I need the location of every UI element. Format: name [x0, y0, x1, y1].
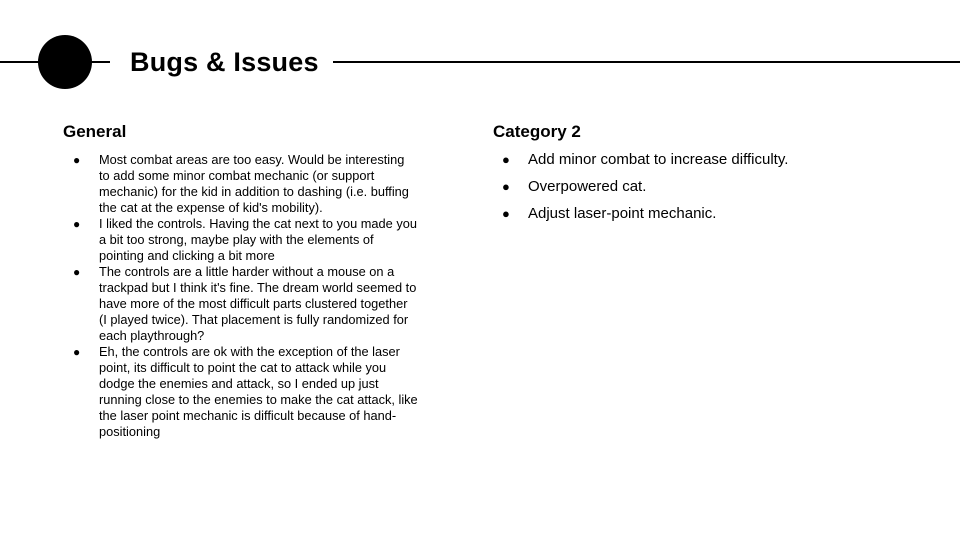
list-item-text: Adjust laser-point mechanic.	[528, 205, 717, 222]
list-item-text: Add minor combat to increase difficulty.	[528, 151, 789, 168]
right-column-heading: Category 2	[493, 122, 581, 141]
list-item	[502, 150, 942, 170]
list-item-text: I liked the controls. Having the cat next to you made you a bit too strong, maybe play with the elements of pointing and clicking a bit more	[99, 216, 417, 263]
left-column-heading: General	[63, 122, 127, 141]
bullet-icon: ●	[502, 206, 510, 221]
bullet-icon: ●	[73, 345, 81, 359]
list-item	[73, 152, 418, 216]
bullet-icon: ●	[502, 152, 510, 167]
list-item	[502, 177, 942, 197]
list-item-text: Eh, the controls are ok with the exception of the laser point, its difficult to point the cat to attack while you dodge the enemies and attack, so I ended up just running close to the enemies to make the cat attack, like the laser point mechanic is difficult because of hand-positioning	[99, 344, 418, 439]
bullet-icon: ●	[502, 179, 510, 194]
right-bullet-list	[502, 150, 942, 231]
list-item	[73, 216, 418, 264]
left-bullet-list	[73, 152, 418, 440]
list-item	[73, 344, 418, 440]
bullet-icon: ●	[73, 217, 81, 231]
list-item	[73, 264, 418, 344]
header-circle-decoration	[38, 35, 92, 89]
slide-title: Bugs & Issues	[130, 47, 319, 77]
list-item-text: Most combat areas are too easy. Would be interesting to add some minor combat mechanic (or support mechanic) for the kid in addition to dashing (i.e. buffing the cat at the expense of kid's mobility).	[99, 152, 409, 215]
bullet-icon: ●	[73, 265, 81, 279]
list-item-text: Overpowered cat.	[528, 178, 647, 195]
bullet-icon: ●	[73, 153, 81, 167]
list-item-text: The controls are a little harder without a mouse on a trackpad but I think it's fine. The dream world seemed to have more of the most difficult parts clustered together (I played twice). That placement is fully randomized for each playthrough?	[99, 264, 417, 343]
header-rule-right	[333, 61, 960, 63]
list-item	[502, 204, 942, 224]
